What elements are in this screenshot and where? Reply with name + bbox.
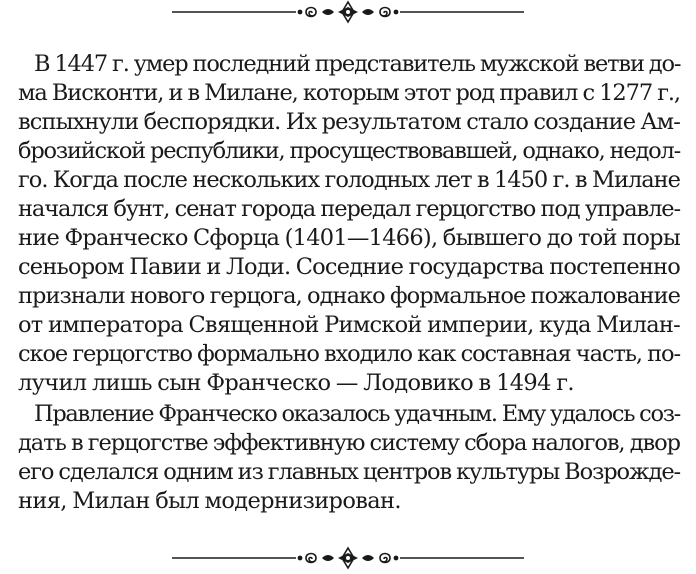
text-line: В 1447 г. умер последний представитель мужской ветви до- xyxy=(34,51,681,77)
text-line: дать в герцогстве эффективную систему сбора налогов, двор xyxy=(18,430,680,456)
text-line: начался бунт, сенат города передал герцогство под управле- xyxy=(18,196,680,222)
text-line: лучил лишь сын Франческо — Лодовико в 1494 г. xyxy=(18,370,574,396)
text-line: вспыхнули беспорядки. Их результатом стало создание Ам- xyxy=(18,109,680,135)
top-ornament-divider xyxy=(0,0,696,24)
text-line: го. Когда после нескольких голодных лет в 1450 г. в Милане xyxy=(18,167,680,193)
text-line: ние Франческо Сфорца (1401—1466), бывшего до той поры xyxy=(18,225,680,251)
text-line: ния, Милан был модернизирован. xyxy=(18,488,401,514)
text-line: брозийской республики, просуществовавшей, однако, недол- xyxy=(18,138,680,164)
text-line: сеньором Павии и Лоди. Соседние государства постепенно xyxy=(18,254,680,280)
text-line: признали нового герцога, однако формальное пожалование xyxy=(18,283,680,309)
paragraph-1 xyxy=(18,50,680,398)
bottom-ornament-divider xyxy=(0,546,696,570)
text-line: от императора Священной Римской империи, куда Милан- xyxy=(18,312,680,338)
document-body xyxy=(18,50,680,516)
text-line: Правление Франческо оказалось удачным. Ему удалось соз- xyxy=(34,401,680,427)
text-line: ское герцогство формально входило как составная часть, по- xyxy=(18,341,680,367)
paragraph-2 xyxy=(18,400,680,516)
text-line: ма Висконти, и в Милане, которым этот род правил с 1277 г., xyxy=(18,80,680,106)
text-line: его сделался одним из главных центров культуры Возрожде- xyxy=(18,459,681,485)
